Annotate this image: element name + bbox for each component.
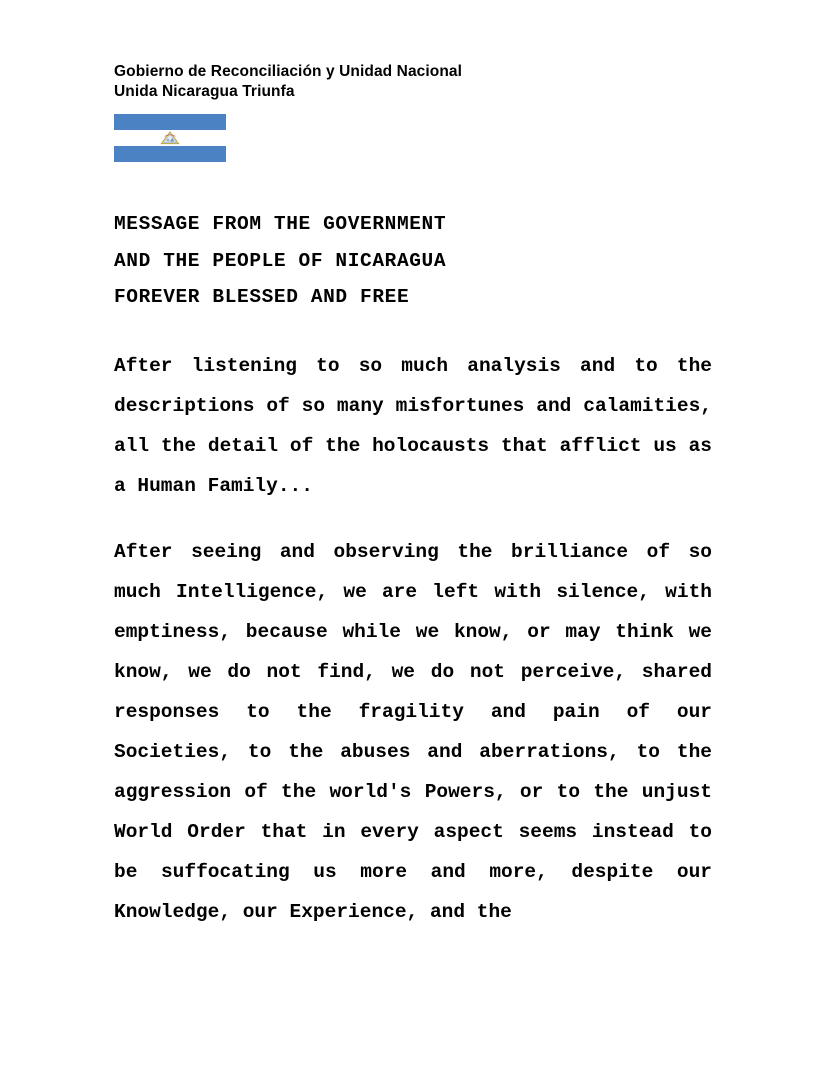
page-title bbox=[114, 206, 714, 316]
document-content bbox=[114, 62, 714, 951]
flag-emblem-icon bbox=[160, 131, 180, 145]
flag-stripe-top bbox=[114, 114, 226, 130]
nicaragua-flag-icon bbox=[114, 114, 226, 162]
body-paragraph-1: After listening to so much analysis and to the descriptions of so many misfortunes and calamities, all the detail of the holocausts that afflict us as a Human Family... bbox=[114, 354, 712, 497]
title-line-1: MESSAGE FROM THE GOVERNMENT bbox=[114, 213, 447, 235]
body-paragraph-2: After seeing and observing the brilliance of so much Intelligence, we are left with silence, with emptiness, because while we know, or may think we know, we do not find, we do not perceive, shared responses to the fragility and pain of our Societies, to the abuses and aberrations, to the aggression of the world's Powers, or to the unjust World Order that in every aspect seems instead to be suffocating us more and more, despite our Knowledge, our Experience, and the bbox=[114, 540, 712, 923]
letterhead bbox=[114, 62, 714, 102]
title-line-2: AND THE PEOPLE OF NICARAGUA bbox=[114, 249, 447, 272]
letterhead-line-1: Gobierno de Reconciliación y Unidad Nacional bbox=[114, 63, 463, 80]
flag-stripe-bottom bbox=[114, 146, 226, 162]
letterhead-line-2: Unida Nicaragua Triunfa bbox=[114, 83, 295, 100]
title-line-3: FOREVER BLESSED AND FREE bbox=[114, 286, 410, 308]
